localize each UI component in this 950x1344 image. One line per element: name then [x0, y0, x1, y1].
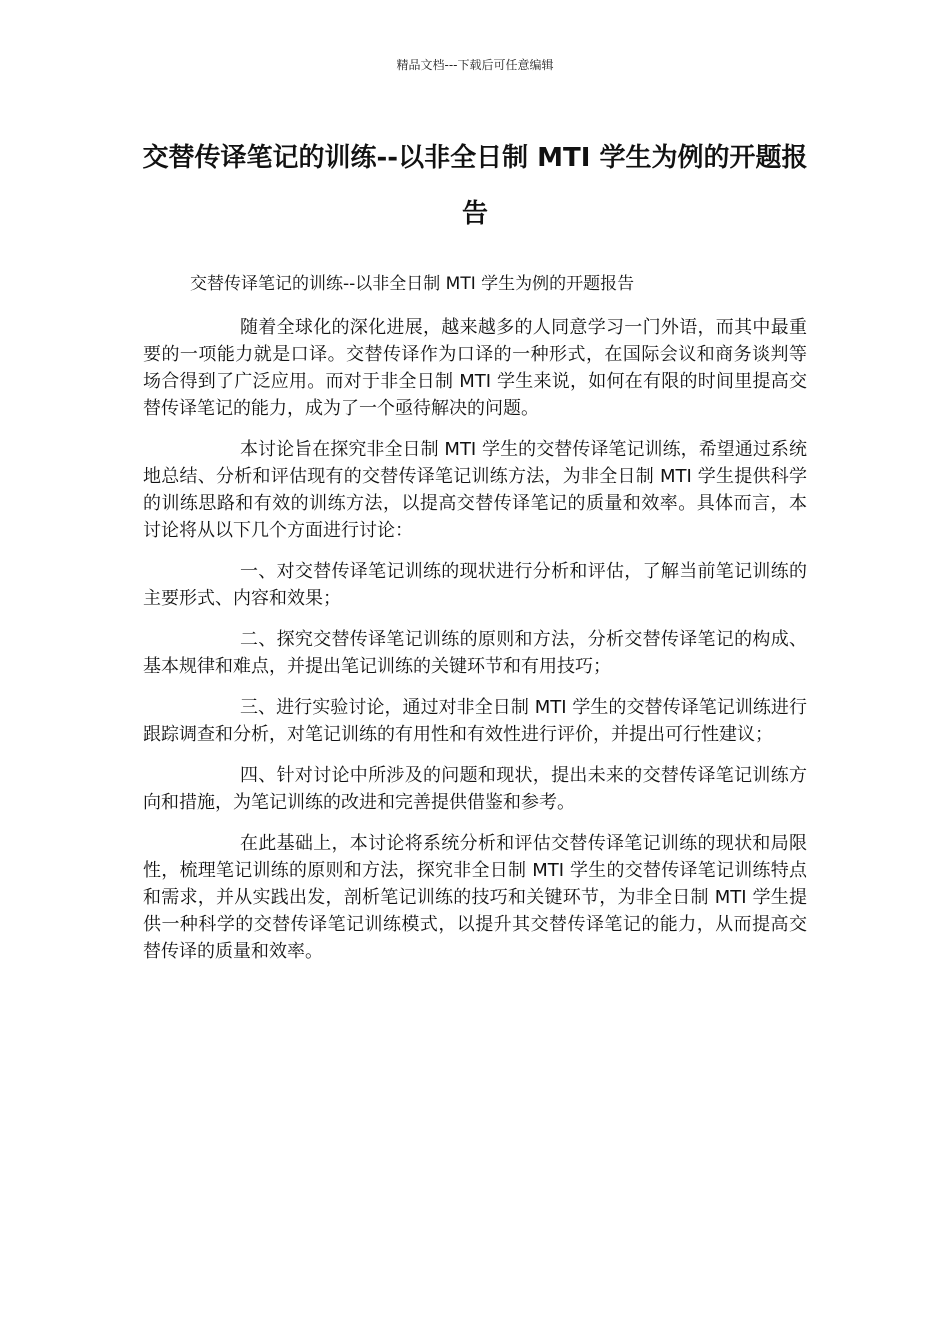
header-note: 精品文档---下载后可任意编辑 — [396, 58, 554, 72]
paragraph-item-2: 二、探究交替传译笔记训练的原则和方法，分析交替传译笔记的构成、基本规律和难点，并提出笔记训练的关键环节和有用技巧； — [143, 629, 807, 677]
paragraph-item-3: 三、进行实验讨论，通过对非全日制 MTI 学生的交替传译笔记训练进行跟踪调查和分析，对笔记训练的有用性和有效性进行评价，并提出可行性建议； — [143, 697, 807, 745]
paragraph-item-4: 四、针对讨论中所涉及的问题和现状，提出未来的交替传译笔记训练方向和措施，为笔记训练的改进和完善提供借鉴和参考。 — [143, 765, 807, 813]
document-body — [143, 314, 807, 979]
paragraph-item-1: 一、对交替传译笔记训练的现状进行分析和评估，了解当前笔记训练的主要形式、内容和效果； — [143, 561, 807, 609]
paragraph-purpose: 本讨论旨在探究非全日制 MTI 学生的交替传译笔记训练，希望通过系统地总结、分析和评估现有的交替传译笔记训练方法，为非全日制 MTI 学生提供科学的训练思路和有效的训练方法，以提高交替传译笔记的质量和效率。具体而言，本讨论将从以下几个方面进行讨论： — [143, 439, 807, 541]
paragraph-intro: 随着全球化的深化进展，越来越多的人同意学习一门外语，而其中最重要的一项能力就是口译。交替传译作为口译的一种形式，在国际会议和商务谈判等场合得到了广泛应用。而对于非全日制 MTI 学生来说，如何在有限的时间里提高交替传译笔记的能力，成为了一个亟待解决的问题。 — [143, 317, 807, 419]
document-title: 交替传译笔记的训练--以非全日制 MTI 学生为例的开题报告 — [142, 143, 808, 229]
document-subtitle: 交替传译笔记的训练--以非全日制 MTI 学生为例的开题报告 — [190, 274, 635, 294]
paragraph-conclusion: 在此基础上，本讨论将系统分析和评估交替传译笔记训练的现状和局限性，梳理笔记训练的原则和方法，探究非全日制 MTI 学生的交替传译笔记训练特点和需求，并从实践出发，剖析笔记训练的技巧和关键环节，为非全日制 MTI 学生提供一种科学的交替传译笔记训练模式，以提升其交替传译笔记的能力，从而提高交替传译的质量和效率。 — [143, 833, 807, 962]
